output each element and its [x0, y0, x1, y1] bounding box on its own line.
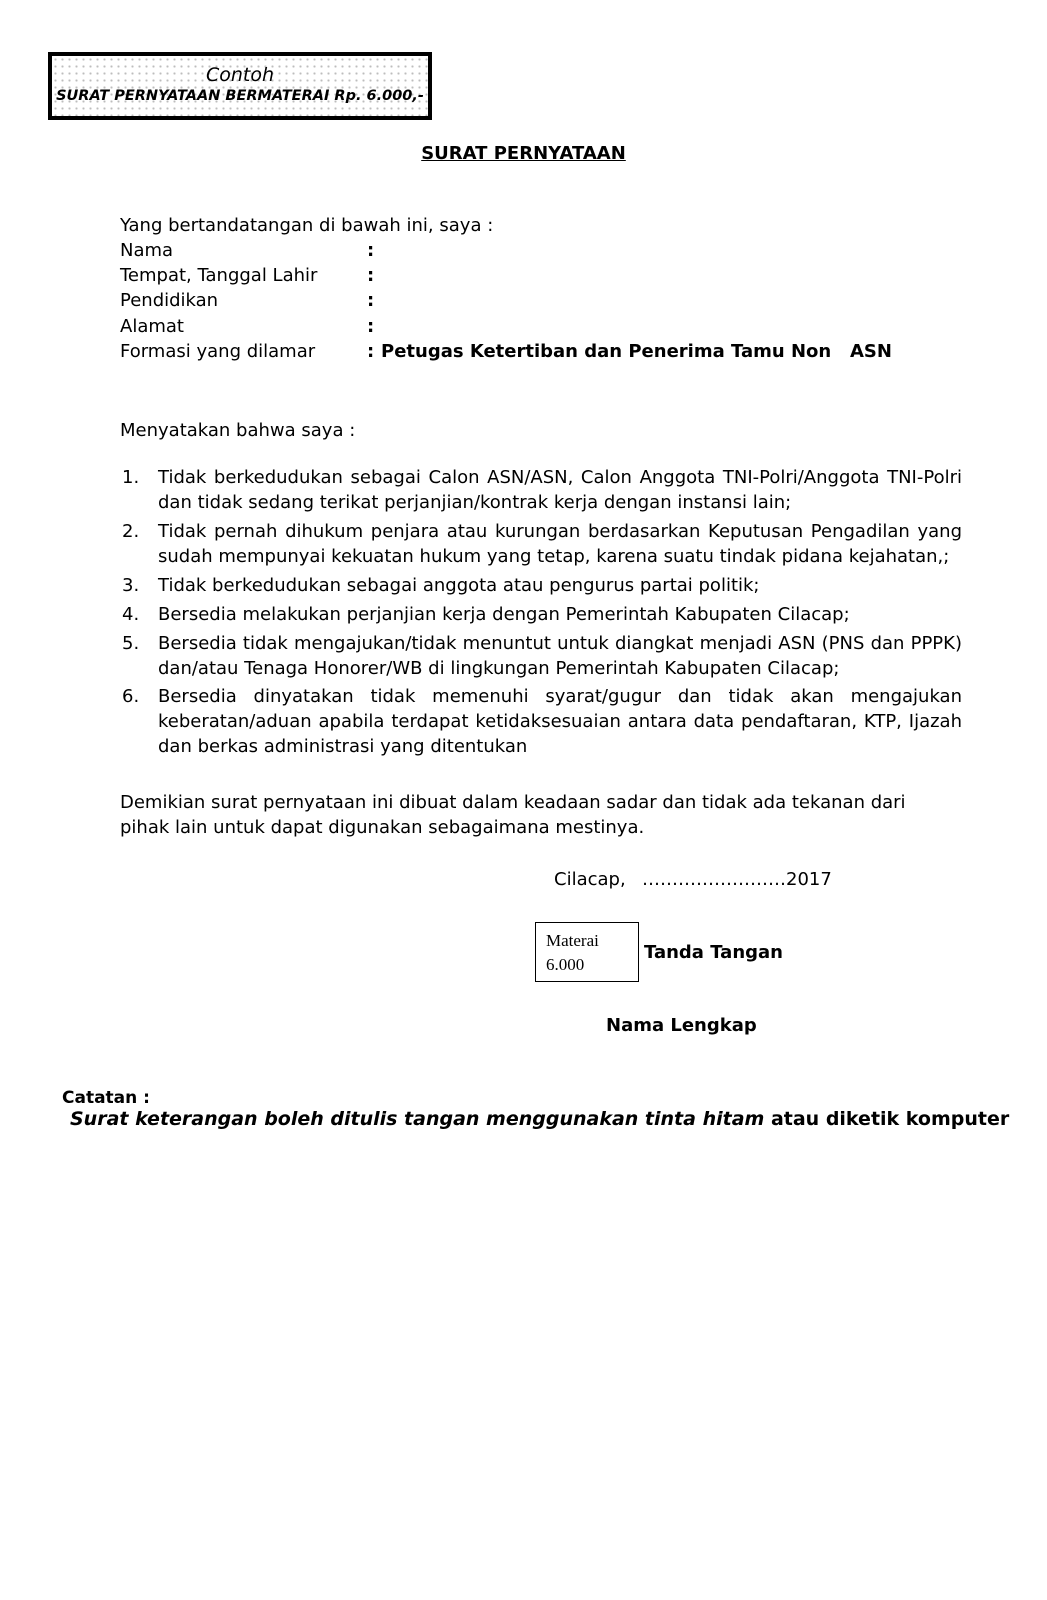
full-name-label: Nama Lengkap: [606, 1015, 757, 1036]
field-sep-alamat: :: [367, 316, 375, 337]
place-label: Cilacap,: [554, 869, 626, 890]
field-sep-pendidikan: :: [367, 290, 375, 311]
list-item-number: 5.: [122, 633, 140, 654]
list-item: [122, 519, 962, 569]
note-italic-part: Surat keterangan boleh ditulis tangan menggunakan tinta hitam: [70, 1108, 765, 1130]
field-label-ttl: Tempat, Tanggal Lahir: [120, 265, 318, 286]
list-item: [122, 684, 962, 759]
list-item: [122, 631, 962, 681]
date-placeholder: ……………………2017: [642, 869, 832, 890]
sample-label: Contoh: [205, 64, 275, 86]
list-item-text: Tidak berkedudukan sebagai anggota atau pengurus partai politik;: [158, 575, 760, 596]
intro-text: Yang bertandatangan di bawah ini, saya :: [120, 215, 494, 236]
list-item-text: Bersedia melakukan perjanjian kerja dengan Pemerintah Kabupaten Cilacap;: [158, 604, 850, 625]
stamp-duty-box: [535, 922, 639, 982]
field-sep-formasi: :: [367, 341, 375, 362]
field-sep-ttl: :: [367, 265, 375, 286]
stamp-value: 6.000: [546, 955, 585, 974]
list-item-number: 4.: [122, 604, 140, 625]
note-heading: Catatan :: [62, 1088, 150, 1108]
list-item-number: 2.: [122, 521, 140, 542]
field-value-formasi: Petugas Ketertiban dan Penerima Tamu Non ASN: [381, 341, 892, 362]
sample-label-box: [48, 52, 432, 120]
list-item: [122, 573, 962, 598]
list-item: [122, 465, 962, 515]
note-plain-part: atau diketik komputer: [770, 1108, 1010, 1130]
field-label-nama: Nama: [120, 240, 174, 261]
list-item-number: 1.: [122, 467, 140, 488]
list-item-number: 3.: [122, 575, 140, 596]
list-item: [122, 602, 962, 627]
field-sep-nama: :: [367, 240, 375, 261]
list-item-text: Bersedia dinyatakan tidak memenuhi syarat/gugur dan tidak akan mengajukan keberatan/aduan apabila terdapat ketidaksesuaian antara data pendaftaran, KTP, Ijazah dan berkas administrasi yang ditentukan: [158, 686, 962, 757]
closing-paragraph: Demikian surat pernyataan ini dibuat dalam keadaan sadar dan tidak ada tekanan dari pihak lain untuk dapat digunakan sebagaimana mestinya.: [120, 792, 906, 838]
list-item-text: Tidak pernah dihukum penjara atau kurungan berdasarkan Keputusan Pengadilan yang sudah mempunyai kekuatan hukum yang tetap, karena suatu tindak pidana kejahatan,;: [158, 521, 962, 567]
document-title: SURAT PERNYATAAN: [421, 143, 626, 164]
list-item-number: 6.: [122, 686, 140, 707]
signature-label: Tanda Tangan: [644, 942, 783, 963]
note-text: [70, 1108, 1009, 1130]
field-label-alamat: Alamat: [120, 316, 184, 337]
field-label-formasi: Formasi yang dilamar: [120, 341, 316, 362]
list-item-text: Tidak berkedudukan sebagai Calon ASN/ASN, Calon Anggota TNI-Polri/Anggota TNI-Polri dan tidak sedang terikat perjanjian/kontrak kerja dengan instansi lain;: [158, 467, 962, 513]
sample-subtitle: SURAT PERNYATAAN BERMATERAI Rp. 6.000,-: [56, 88, 424, 104]
list-item-text: Bersedia tidak mengajukan/tidak menuntut untuk diangkat menjadi ASN (PNS dan PPPK) dan/atau Tenaga Honorer/WB di lingkungan Pemerintah Kabupaten Cilacap;: [158, 633, 962, 679]
statement-intro: Menyatakan bahwa saya :: [120, 420, 356, 441]
field-label-pendidikan: Pendidikan: [120, 290, 219, 311]
stamp-label: Materai: [546, 931, 599, 950]
